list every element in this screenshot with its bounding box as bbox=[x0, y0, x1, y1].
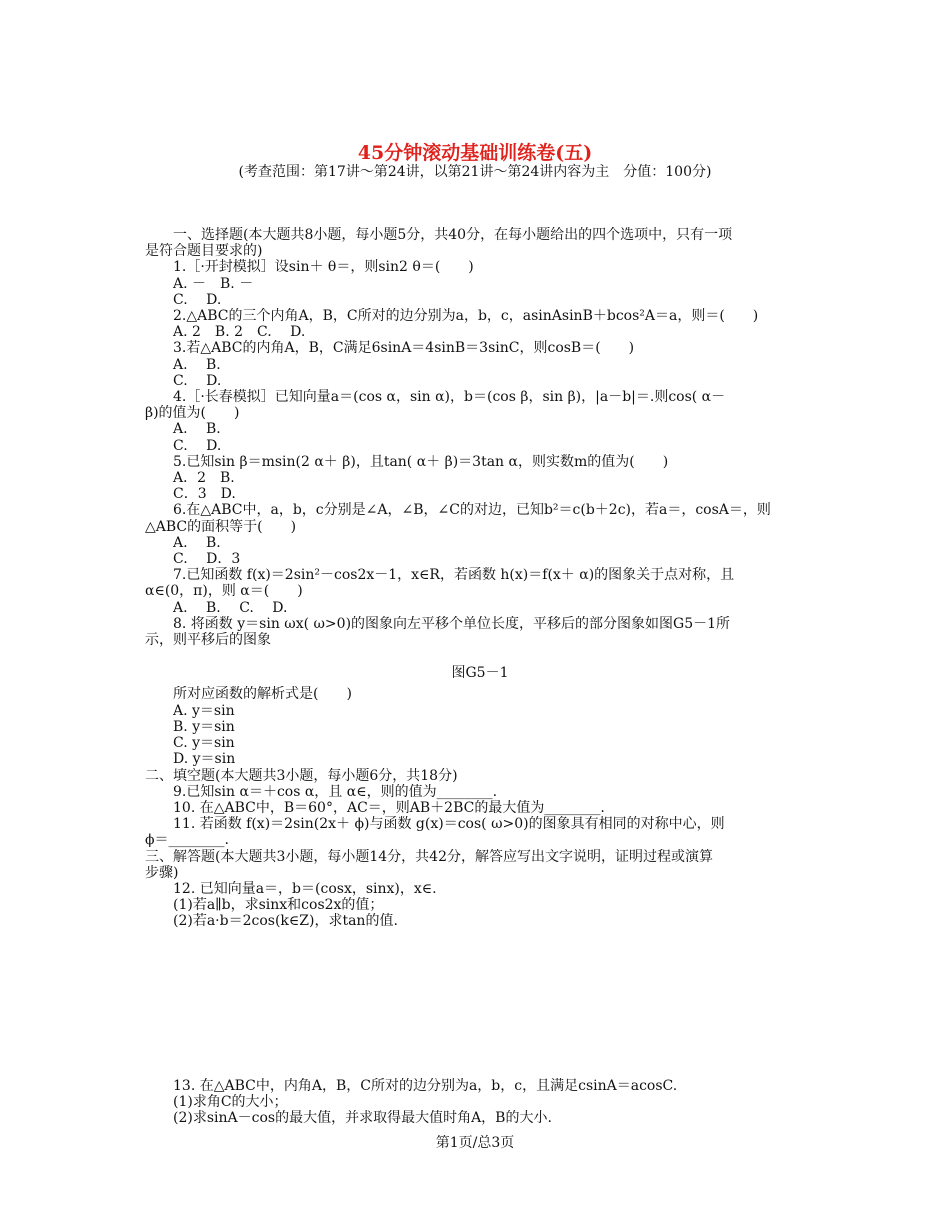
question-8-option-a: A. y＝sin bbox=[173, 702, 235, 719]
question-12: 12. 已知向量a＝，b＝(cosx，sinx)，x∈. bbox=[173, 880, 437, 897]
question-11: 11. 若函数 f(x)＝2sin(2x＋ ϕ)与函数 g(x)＝cos( ω>0)的图象具有相同的对称中心，则 bbox=[173, 816, 725, 833]
question-6-options: C. D．3 bbox=[173, 551, 241, 568]
question-3-options: C. D. bbox=[173, 372, 226, 389]
question-13-part-2: (2)求sinA－cos的最大值，并求取得最大值时角A，B的大小. bbox=[173, 1109, 552, 1126]
question-6-options: A. B. bbox=[173, 534, 226, 551]
question-4-options: A. B. bbox=[173, 421, 226, 438]
question-6-cont: △ABC的面积等于( ) bbox=[145, 518, 297, 535]
question-12-part-1: (1)若a∥b，求sinx和cos2x的值； bbox=[173, 897, 384, 914]
question-8-cont: 所对应函数的解析式是( ) bbox=[173, 686, 352, 703]
question-7-cont: α∈(0，π)，则 α＝( ) bbox=[145, 583, 303, 600]
document-body bbox=[145, 227, 815, 1126]
question-8-option-d: D. y＝sin bbox=[173, 751, 236, 768]
section-choice-intro: 一、选择题(本大题共8小题，每小题5分，共40分，在每小题给出的四个选项中，只有一项 bbox=[173, 227, 733, 243]
question-8-option-b: B. y＝sin bbox=[173, 718, 235, 735]
figure-caption: 图G5－1 bbox=[451, 665, 509, 682]
section-fill-intro: 二、填空题(本大题共3小题，每小题6分，共18分) bbox=[145, 767, 458, 784]
question-11-cont: ϕ＝________. bbox=[145, 832, 229, 849]
question-4-options: C. D. bbox=[173, 437, 226, 454]
question-4: 4.［·长春模拟］已知向量a＝(cos α，sin α)，b＝(cos β，sin β)，|a－b|＝.则cos( α－ bbox=[173, 389, 726, 406]
question-3-options: A. B. bbox=[173, 356, 226, 373]
question-1: 1.［·开封模拟］设sin＋ θ＝，则sin2 θ＝( ) bbox=[173, 259, 474, 276]
question-13-part-1: (1)求角C的大小； bbox=[173, 1093, 288, 1110]
section-solve-intro: 三、解答题(本大题共3小题，每小题14分，共42分，解答应写出文字说明，证明过程或演算 bbox=[145, 848, 713, 865]
question-5-options: C．3 D. bbox=[173, 486, 241, 503]
question-6: 6.在△ABC中，a，b，c分别是∠A，∠B，∠C的对边，已知b²＝c(b＋2c)，若a＝，cosA＝，则 bbox=[173, 502, 771, 519]
question-5-options: A．2 B. bbox=[173, 470, 240, 487]
question-5: 5.已知sin β＝msin(2 α＋ β)，且tan( α＋ β)＝3tan α，则实数m的值为( ) bbox=[173, 453, 669, 470]
question-8-option-c: C. y＝sin bbox=[173, 735, 235, 752]
question-7-options: A. B. C. D. bbox=[173, 599, 292, 616]
question-10: 10. 在△ABC中，B＝60°，AC＝，则AB＋2BC的最大值为________. bbox=[173, 799, 605, 816]
page-footer: 第1页/总3页 bbox=[435, 1135, 515, 1151]
question-2-options: A. 2 B. 2 C. D. bbox=[173, 324, 310, 341]
page-subtitle: (考查范围：第17讲～第24讲，以第21讲～第24讲内容为主 分值：100分) bbox=[238, 164, 712, 180]
question-2: 2.△ABC的三个内角A，B，C所对的边分别为a，b，c，asinAsinB＋bcos²A＝a，则＝( ) bbox=[173, 308, 759, 325]
question-9: 9.已知sin α＝＋cos α，且 α∈，则的值为________. bbox=[173, 783, 498, 800]
question-8-cont: 示，则平移后的图象 bbox=[145, 632, 271, 649]
question-1-options: C. D. bbox=[173, 291, 226, 308]
question-7: 7.已知函数 f(x)＝2sin²－cos2x－1，x∈R，若函数 h(x)＝f(x＋ α)的图象关于点对称，且 bbox=[173, 567, 735, 584]
question-13: 13. 在△ABC中，内角A，B，C所对的边分别为a，b，c，且满足csinA＝acosC. bbox=[173, 1077, 678, 1094]
question-8: 8. 将函数 y＝sin ωx( ω>0)的图象向左平移个单位长度，平移后的部分图象如图G5－1所 bbox=[173, 615, 731, 632]
section-choice-intro-cont: 是符合题目要求的) bbox=[145, 243, 263, 260]
question-3: 3.若△ABC的内角A，B，C满足6sinA＝4sinB＝3sinC，则cosB＝( ) bbox=[173, 340, 635, 357]
section-solve-intro-cont: 步骤) bbox=[145, 864, 179, 881]
question-4-cont: β)的值为( ) bbox=[145, 405, 240, 422]
question-1-options: A. － B. － bbox=[173, 275, 254, 292]
question-12-part-2: (2)若a·b＝2cos(k∈Z)，求tan的值. bbox=[173, 913, 398, 930]
page-title: 45分钟滚动基础训练卷(五) bbox=[357, 142, 593, 164]
